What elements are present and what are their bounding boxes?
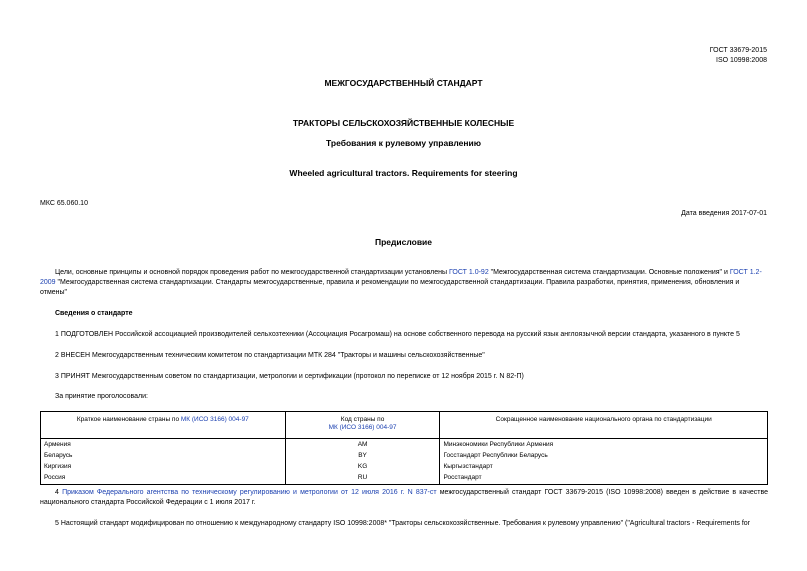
foreword-paragraph-1	[40, 268, 768, 298]
voting-countries-table	[40, 411, 768, 485]
foreword-heading: Предисловие	[374, 237, 433, 247]
country-name: Россия	[41, 472, 286, 485]
rosstandart-order-link[interactable]: Приказом Федерального агентства по техническому регулированию и метрологии от 12 июля 2016 г. N 837-ст	[62, 489, 437, 496]
mks-code: МКС 65.060.10	[40, 200, 88, 207]
standards-body: Росстандарт	[440, 472, 768, 485]
intro-date: Дата введения 2017-07-01	[681, 210, 767, 217]
header-standards-body: Сокращенное наименование национального органа по стандартизации	[440, 412, 768, 439]
standards-body: Госстандарт Республики Беларусь	[440, 450, 768, 461]
subtitle: Требования к рулевому управлению	[326, 138, 481, 148]
country-name: Армения	[41, 439, 286, 451]
table-row	[41, 461, 768, 472]
table-row	[41, 439, 768, 451]
para1-mid: "Межгосударственная система стандартизации. Основные положения" и	[488, 269, 730, 276]
item-4-number: 4	[55, 489, 63, 496]
gost-1-2-2009-link-part-b[interactable]: 1.2-2009	[40, 269, 762, 286]
header-country-code-text: Код страны по	[340, 416, 385, 423]
gost-1-0-92-link[interactable]: ГОСТ 1.0-92	[448, 269, 489, 276]
standard-type: МЕЖГОСУДАРСТВЕННЫЙ СТАНДАРТ	[324, 78, 483, 88]
item-2: 2 ВНЕСЕН Межгосударственным техническим комитетом по стандартизации МТК 284 "Тракторы и машины сельскохозяйственные"	[55, 352, 485, 359]
table-row	[41, 472, 768, 485]
country-code: RU	[285, 472, 440, 485]
main-title: ТРАКТОРЫ СЕЛЬСКОХОЗЯЙСТВЕННЫЕ КОЛЕСНЫЕ	[292, 118, 515, 128]
country-name: Киргизия	[41, 461, 286, 472]
country-code: AM	[285, 439, 440, 451]
voted-for-label: За принятие проголосовали:	[55, 393, 148, 400]
para1-end: "Межгосударственная система стандартизации. Стандарты межгосударственные, правила и рекомендации по межгосударственной стандартизации. Правила разработки, принятия, применения, обновления и отмены"	[40, 279, 740, 296]
country-code: KG	[285, 461, 440, 472]
standards-body: Кыргызстандарт	[440, 461, 768, 472]
country-code: BY	[285, 450, 440, 461]
english-title: Wheeled agricultural tractors. Requirements for steering	[289, 168, 518, 178]
header-country-code	[285, 412, 440, 439]
para1-start: Цели, основные принципы и основной порядок проведения работ по межгосударственной стандартизации установлены	[55, 269, 449, 276]
info-heading: Сведения о стандарте	[55, 310, 133, 317]
header-country-name-text: Краткое наименование страны по	[76, 416, 181, 423]
header-country-name	[41, 412, 286, 439]
table-header-row	[41, 412, 768, 439]
iso-number: ISO 10998:2008	[716, 57, 767, 64]
gost-number: ГОСТ 33679-2015	[709, 47, 767, 54]
item-1: 1 ПОДГОТОВЛЕН Российской ассоциацией производителей сельхозтехники (Ассоциация Росагромаш) на основе собственного перевода на русский язык англоязычной версии стандарта, указанного в пункте 5	[55, 331, 740, 338]
mk-iso-link-col2[interactable]: МК (ИСО 3166) 004-97	[328, 424, 397, 431]
item-4	[40, 488, 768, 508]
item-4-rest: межгосударственный стандарт ГОСТ 33679-2015 (ISO 10998:2008) введен в действие в качестве национального стандарта Российской Федерации с 1 июля 2017 г.	[40, 489, 768, 506]
item-5: 5 Настоящий стандарт модифицирован по отношению к международному стандарту ISO 10998:2008* "Тракторы сельскохозяйственные. Требования к рулевому управлению" ("Agricultural tractors - Requirements for	[55, 520, 751, 527]
gost-1-2-2009-link-part-a[interactable]: ГОСТ	[729, 269, 748, 276]
table-row	[41, 450, 768, 461]
standards-body: Минэкономики Республики Армения	[440, 439, 768, 451]
country-name: Беларусь	[41, 450, 286, 461]
item-3: 3 ПРИНЯТ Межгосударственным советом по стандартизации, метрологии и сертификации (протокол по переписке от 12 ноября 2015 г. N 82-П)	[55, 373, 524, 380]
mk-iso-link-col1[interactable]: МК (ИСО 3166) 004-97	[180, 416, 249, 423]
